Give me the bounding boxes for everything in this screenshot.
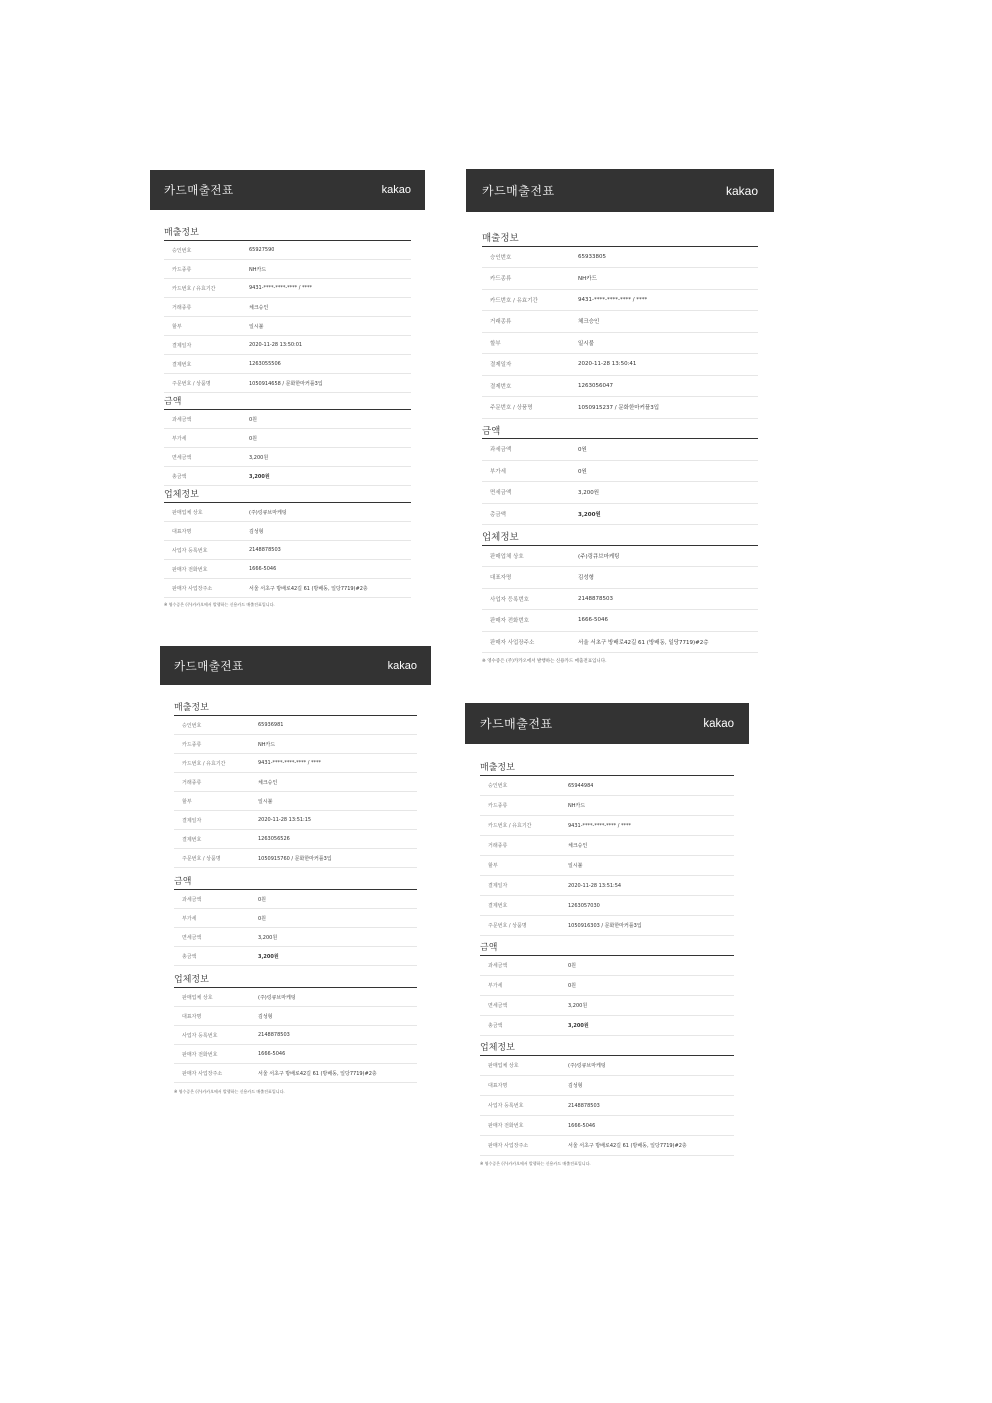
- row-value: 3,200원: [578, 490, 600, 497]
- row-label: 주문번호 / 상품명: [182, 855, 221, 862]
- row-label: 대표자명: [172, 528, 192, 535]
- row-label: 사업자 등록번호: [182, 1032, 218, 1039]
- row-value: 3,200원: [568, 1003, 588, 1009]
- row-label: 카드번호 / 유효기간: [490, 297, 538, 304]
- row-label: 할부: [172, 323, 182, 330]
- row-label: 거래종류: [172, 304, 192, 311]
- row-value: 2020-11-28 13:50:01: [249, 342, 303, 348]
- row-label: 사업자 등록번호: [488, 1103, 524, 1109]
- sales-info-table: [174, 716, 417, 868]
- row-value: 1263056526: [258, 836, 290, 842]
- receipt-title: 카드매출전표: [174, 658, 244, 673]
- row-value: 9431-****-****-**** / ****: [258, 760, 322, 766]
- amount-table: [164, 410, 411, 486]
- receipt-header: [150, 170, 425, 210]
- table-row: [164, 541, 411, 560]
- receipt-card: [466, 169, 774, 664]
- table-row: [482, 290, 758, 312]
- sales-info-table: [480, 776, 734, 936]
- row-label: 부가세: [488, 983, 503, 989]
- row-label: 판매업체 상호: [182, 994, 213, 1001]
- row-label: 판매자 사업장주소: [172, 585, 213, 592]
- table-row: [482, 504, 758, 526]
- row-label: 과세금액: [488, 963, 508, 969]
- row-value: 1666-5046: [578, 617, 608, 624]
- row-value: 1050916303 / 문화한마커플3입: [568, 923, 642, 929]
- amount-table: [482, 439, 758, 525]
- table-row: [174, 773, 417, 792]
- row-value: 일시불: [258, 798, 273, 805]
- merchant-info-table: [164, 503, 411, 598]
- row-label: 결제일자: [488, 883, 508, 889]
- row-value: 일시불: [578, 340, 594, 347]
- row-value: 9431-****-****-**** / ****: [578, 296, 648, 303]
- row-label: 면세금액: [488, 1003, 508, 1009]
- row-value: 9431-****-****-**** / ****: [568, 822, 632, 829]
- row-label: 부가세: [490, 468, 506, 475]
- table-row: [482, 461, 758, 483]
- amount-title: 금액: [482, 427, 758, 440]
- row-label: 판매자 사업장주소: [488, 1143, 529, 1149]
- row-value: 1666-5046: [258, 1051, 286, 1057]
- row-label: 판매업체 상호: [488, 1063, 519, 1069]
- row-value: NH카드: [249, 266, 267, 273]
- table-row: [174, 947, 417, 966]
- table-row: [480, 916, 734, 936]
- receipt-body: [160, 685, 431, 1095]
- row-label: 판매자 전화번호: [488, 1123, 524, 1129]
- row-label: 주문번호 / 상품명: [490, 405, 533, 412]
- table-row: [482, 482, 758, 504]
- row-label: 결제일자: [182, 817, 202, 824]
- row-label: 대표자명: [488, 1083, 508, 1089]
- brand-logo: kakao: [703, 717, 734, 730]
- table-row: [482, 247, 758, 269]
- row-value: 1666-5046: [249, 566, 277, 572]
- total-amount-value: 3,200원: [568, 1023, 589, 1029]
- row-value: 0원: [258, 896, 267, 903]
- row-value: 김성형: [249, 528, 264, 535]
- row-value: 1263055506: [249, 361, 281, 367]
- table-row: [480, 896, 734, 916]
- table-row: [174, 1007, 417, 1026]
- sales-info-title: 매출정보: [480, 764, 734, 776]
- table-row: [482, 567, 758, 589]
- amount-title: 금액: [164, 398, 411, 410]
- row-label: 총금액: [488, 1023, 503, 1029]
- row-value: 2148878503: [249, 547, 281, 553]
- total-amount-value: 3,200원: [578, 511, 601, 518]
- table-row: [480, 836, 734, 856]
- table-row: [480, 796, 734, 816]
- row-value: 체크승인: [258, 779, 278, 786]
- sales-info-title: 매출정보: [482, 234, 758, 247]
- row-label: 승인번호: [182, 722, 202, 729]
- receipt-title: 카드매출전표: [480, 717, 553, 731]
- footnote: ※ 영수증은 (주)카카오에서 발행하는 신용카드 매출전표입니다.: [482, 659, 607, 664]
- row-label: 사업자 등록번호: [172, 547, 208, 554]
- row-value: 1050915237 / 문화한마커플3입: [578, 405, 660, 412]
- table-row: [174, 1045, 417, 1064]
- row-label: 판매자 사업장주소: [490, 639, 535, 646]
- table-row: [482, 268, 758, 290]
- row-label: 판매자 사업장주소: [182, 1070, 223, 1077]
- row-value: 3,200원: [258, 934, 278, 941]
- table-row: [164, 355, 411, 374]
- table-row: [482, 333, 758, 355]
- row-value: 1263056047: [578, 382, 613, 389]
- row-label: 할부: [490, 340, 501, 347]
- amount-title: 금액: [480, 944, 734, 956]
- table-row: [174, 849, 417, 868]
- table-row: [174, 811, 417, 830]
- table-row: [480, 876, 734, 896]
- row-value: NH카드: [258, 741, 276, 748]
- row-label: 카드번호 / 유효기간: [172, 285, 216, 292]
- row-value: NH카드: [568, 803, 586, 809]
- merchant-info-table: [174, 988, 417, 1083]
- row-label: 결제번호: [488, 903, 508, 909]
- row-value: 9431-****-****-**** / ****: [249, 285, 313, 291]
- table-row: [482, 632, 758, 654]
- row-label: 결제번호: [172, 361, 192, 368]
- table-row: [164, 560, 411, 579]
- receipt-title: 카드매출전표: [482, 184, 555, 198]
- merchant-info-title: 업체정보: [482, 533, 758, 546]
- row-label: 대표자명: [182, 1013, 202, 1020]
- row-value: 65944984: [568, 782, 594, 789]
- merchant-info-table: [480, 1056, 734, 1156]
- table-row: [482, 546, 758, 568]
- sales-info-title: 매출정보: [174, 704, 417, 716]
- row-value: 0원: [249, 435, 258, 442]
- row-value: 1050915760 / 문화한마커플3입: [258, 855, 332, 862]
- row-value: 1666-5046: [568, 1122, 596, 1129]
- row-label: 승인번호: [490, 254, 512, 261]
- row-label: 카드종류: [490, 276, 512, 283]
- brand-logo: kakao: [725, 183, 758, 198]
- row-value: 2148878503: [258, 1032, 290, 1038]
- row-value: 2020-11-28 13:51:15: [258, 817, 312, 823]
- row-value: 3,200원: [249, 454, 269, 461]
- row-label: 결제번호: [490, 383, 512, 390]
- row-label: 할부: [182, 798, 192, 805]
- row-label: 면세금액: [182, 934, 202, 941]
- table-row: [164, 241, 411, 260]
- row-value: 0원: [578, 468, 587, 475]
- row-value: 체크승인: [578, 319, 600, 326]
- row-value: 일시불: [568, 863, 583, 869]
- row-label: 판매업체 상호: [172, 509, 203, 516]
- table-row: [174, 988, 417, 1007]
- row-label: 부가세: [172, 435, 187, 442]
- row-value: 1263057030: [568, 902, 600, 909]
- row-label: 총금액: [490, 511, 506, 518]
- row-value: 서울 서초구 방배로42길 61 (방배동, 일당7719)#2층: [568, 1143, 687, 1149]
- table-row: [174, 716, 417, 735]
- sales-info-table: [164, 241, 411, 393]
- receipt-body: [466, 212, 774, 664]
- row-value: 김성형: [568, 1083, 583, 1089]
- table-row: [174, 754, 417, 773]
- receipt-header: [466, 169, 774, 212]
- row-value: 서울 서초구 방배로42길 61 (방배동, 일당7719)#2층: [249, 585, 368, 592]
- brand-logo: kakao: [381, 184, 411, 196]
- row-value: 65927590: [249, 247, 275, 253]
- row-value: 체크승인: [249, 304, 269, 311]
- table-row: [480, 816, 734, 836]
- row-value: 2148878503: [578, 595, 613, 602]
- row-value: 65933805: [578, 253, 606, 260]
- row-label: 판매자 전화번호: [182, 1051, 218, 1058]
- row-value: 65936981: [258, 722, 284, 728]
- row-value: 서울 서초구 방배로42길 61 (방배동, 일당7719)#2층: [578, 639, 709, 646]
- row-value: 체크승인: [568, 843, 588, 849]
- row-value: 0원: [249, 416, 258, 423]
- receipt-card: [465, 703, 749, 1167]
- receipt-title: 카드매출전표: [164, 183, 234, 197]
- table-row: [164, 522, 411, 541]
- table-row: [164, 317, 411, 336]
- table-row: [480, 1016, 734, 1036]
- table-row: [174, 792, 417, 811]
- table-row: [480, 856, 734, 876]
- row-value: (주)링큐브마케팅: [568, 1063, 606, 1069]
- table-row: [480, 956, 734, 976]
- row-value: 2020-11-28 13:50:41: [578, 361, 637, 368]
- table-row: [480, 1116, 734, 1136]
- table-row: [164, 260, 411, 279]
- table-row: [174, 909, 417, 928]
- row-value: 2148878503: [568, 1102, 600, 1109]
- row-label: 판매자 전화번호: [172, 566, 208, 573]
- amount-table: [174, 890, 417, 966]
- row-label: 결제일자: [490, 362, 512, 369]
- amount-title: 금액: [174, 878, 417, 890]
- row-value: 1050914658 / 문화한마커플3입: [249, 380, 323, 387]
- receipt-card: [150, 170, 425, 608]
- table-row: [482, 354, 758, 376]
- row-label: 주문번호 / 상품명: [488, 923, 527, 929]
- receipt-header: [465, 703, 749, 744]
- table-row: [174, 1026, 417, 1045]
- table-row: [480, 996, 734, 1016]
- table-row: [482, 439, 758, 461]
- row-label: 대표자명: [490, 575, 512, 582]
- table-row: [480, 1076, 734, 1096]
- receipt-body: [150, 210, 425, 608]
- receipt-card: [160, 646, 431, 1095]
- table-row: [480, 776, 734, 796]
- row-label: 할부: [488, 863, 498, 869]
- table-row: [164, 429, 411, 448]
- table-row: [174, 735, 417, 754]
- row-label: 카드번호 / 유효기간: [488, 823, 532, 829]
- table-row: [164, 279, 411, 298]
- row-label: 거래종류: [488, 843, 508, 849]
- table-row: [164, 298, 411, 317]
- row-label: 결제번호: [182, 836, 202, 843]
- table-row: [482, 376, 758, 398]
- row-label: 승인번호: [488, 783, 508, 789]
- merchant-info-title: 업체정보: [164, 491, 411, 503]
- table-row: [480, 1056, 734, 1076]
- row-label: 판매자 전화번호: [490, 618, 529, 625]
- sales-info-title: 매출정보: [164, 229, 411, 241]
- table-row: [174, 928, 417, 947]
- row-label: 부가세: [182, 915, 197, 922]
- table-row: [174, 1064, 417, 1083]
- table-row: [480, 1096, 734, 1116]
- row-value: 김성형: [578, 575, 594, 582]
- row-label: 카드종류: [182, 741, 202, 748]
- row-label: 총금액: [182, 953, 197, 960]
- row-label: 거래종류: [490, 319, 512, 326]
- row-value: (주)링큐브마케팅: [258, 994, 296, 1001]
- row-label: 과세금액: [490, 447, 512, 454]
- receipt-body: [465, 744, 749, 1167]
- table-row: [164, 374, 411, 393]
- table-row: [164, 448, 411, 467]
- table-row: [164, 503, 411, 522]
- row-label: 카드종류: [488, 803, 508, 809]
- receipt-header: [160, 646, 431, 685]
- table-row: [482, 589, 758, 611]
- row-label: 카드종류: [172, 266, 192, 273]
- table-row: [482, 397, 758, 419]
- table-row: [482, 610, 758, 632]
- row-label: 과세금액: [182, 896, 202, 903]
- row-value: (주)링큐브마케팅: [249, 509, 287, 516]
- row-value: 0원: [258, 915, 267, 922]
- table-row: [482, 311, 758, 333]
- sales-info-table: [482, 247, 758, 419]
- table-row: [164, 336, 411, 355]
- row-label: 총금액: [172, 473, 187, 480]
- table-row: [174, 890, 417, 909]
- table-row: [174, 830, 417, 849]
- row-label: 카드번호 / 유효기간: [182, 760, 226, 767]
- footnote: ※ 영수증은 (주)카카오에서 발행하는 신용카드 매출전표입니다.: [174, 1089, 285, 1094]
- table-row: [164, 410, 411, 429]
- row-label: 사업자 등록번호: [490, 596, 529, 603]
- merchant-info-title: 업체정보: [174, 976, 417, 988]
- row-value: (주)링큐브마케팅: [578, 553, 620, 560]
- table-row: [480, 976, 734, 996]
- row-label: 거래종류: [182, 779, 202, 786]
- total-amount-value: 3,200원: [258, 953, 279, 960]
- row-value: 2020-11-28 13:51:54: [568, 882, 622, 889]
- brand-logo: kakao: [387, 659, 417, 672]
- merchant-info-title: 업체정보: [480, 1044, 734, 1056]
- row-value: NH카드: [578, 276, 597, 283]
- row-value: 일시불: [249, 323, 264, 330]
- row-label: 결제일자: [172, 342, 192, 349]
- total-amount-value: 3,200원: [249, 473, 270, 480]
- row-label: 면세금액: [490, 490, 512, 497]
- merchant-info-table: [482, 546, 758, 654]
- footnote: ※ 영수증은 (주)카카오에서 발행하는 신용카드 매출전표입니다.: [164, 602, 275, 607]
- row-value: 0원: [568, 963, 577, 969]
- table-row: [480, 1136, 734, 1156]
- row-label: 판매업체 상호: [490, 553, 524, 560]
- row-label: 면세금액: [172, 454, 192, 461]
- row-label: 승인번호: [172, 247, 192, 254]
- row-value: 김성형: [258, 1013, 273, 1020]
- footnote: ※ 영수증은 (주)카카오에서 발행하는 신용카드 매출전표입니다.: [480, 1161, 591, 1166]
- table-row: [164, 467, 411, 486]
- row-label: 과세금액: [172, 416, 192, 423]
- row-value: 0원: [578, 447, 587, 454]
- row-label: 주문번호 / 상품명: [172, 380, 211, 387]
- table-row: [164, 579, 411, 598]
- amount-table: [480, 956, 734, 1036]
- row-value: 서울 서초구 방배로42길 61 (방배동, 일당7719)#2층: [258, 1070, 377, 1077]
- row-value: 0원: [568, 983, 577, 989]
